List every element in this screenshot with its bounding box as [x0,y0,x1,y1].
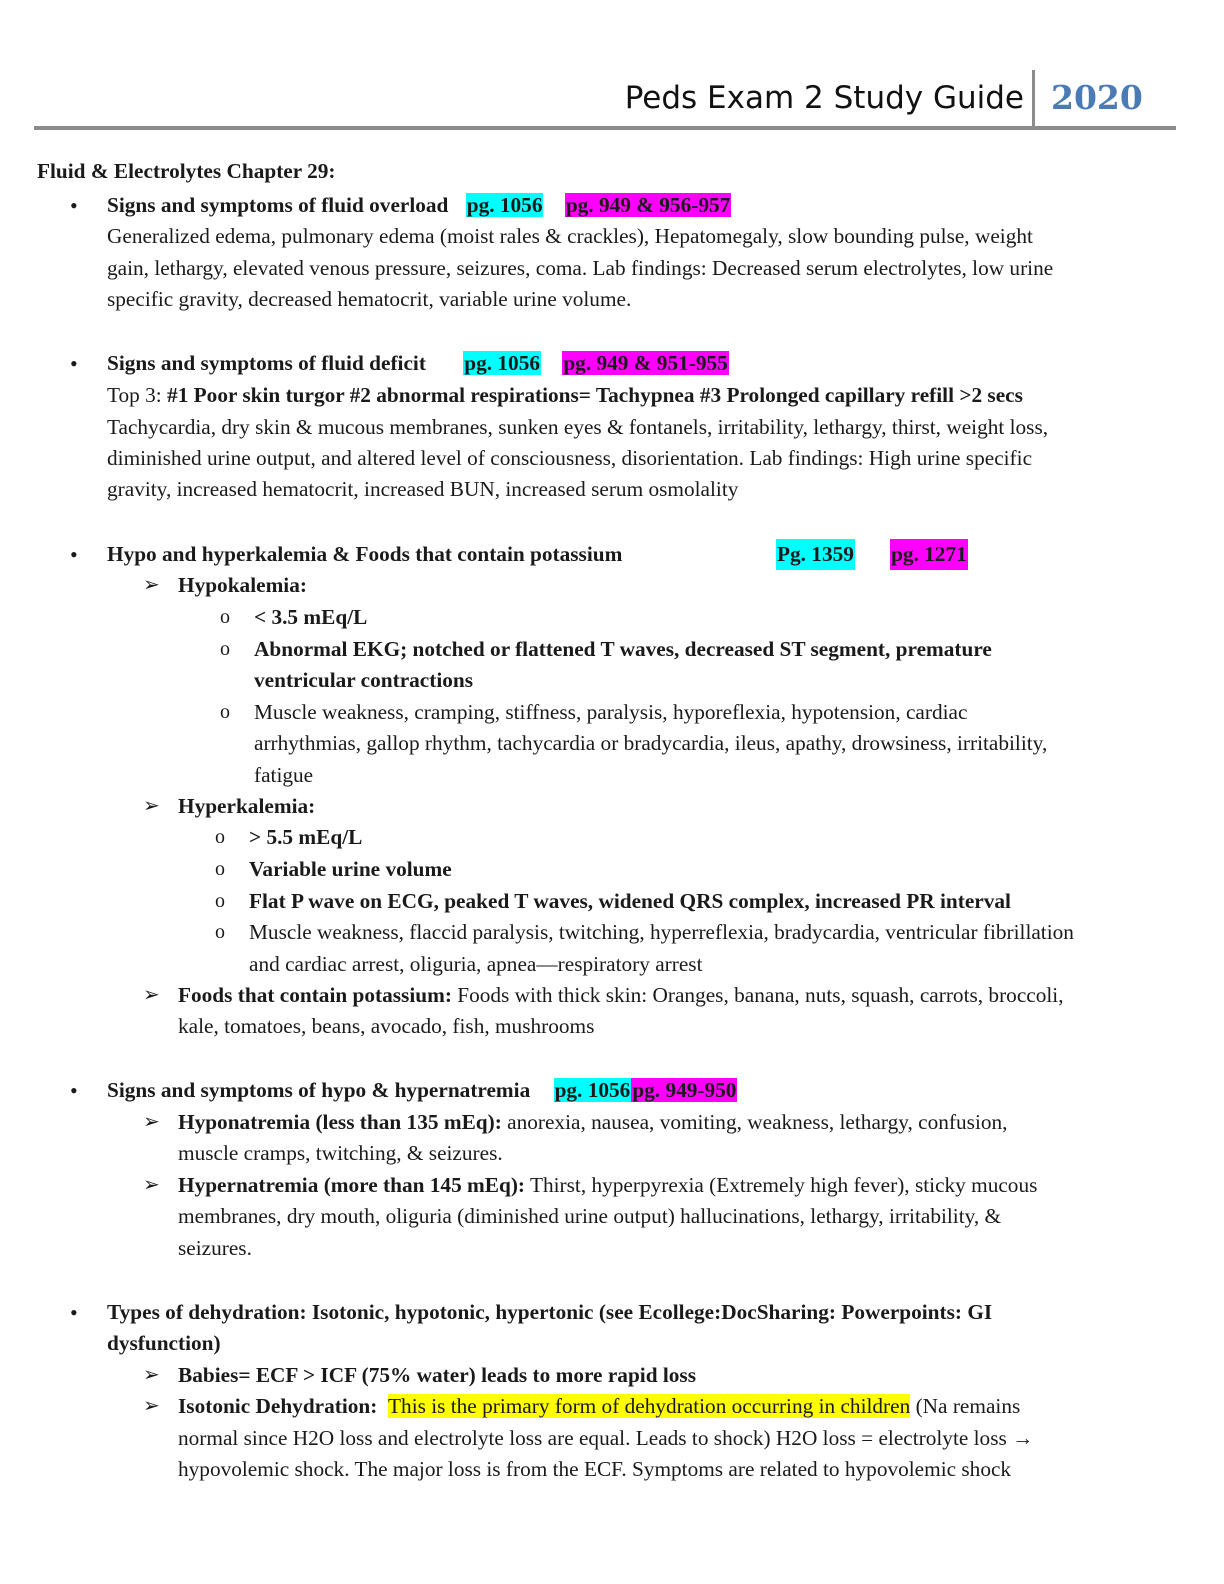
overload-line-3: specific gravity, decreased hematocrit, variable urine volume. [107,287,632,311]
highlighted-text: This is the primary form of dehydration occurring in children [388,1394,911,1418]
hypokalemia-symptoms-3: fatigue [254,763,314,787]
babies-note: Babies= ECF > ICF (75% water) leads to more rapid loss [178,1363,697,1387]
deficit-line-1: Tachycardia, dry skin & mucous membranes, sunken eyes & fontanels, irritability, lethargy, thirst, weight loss, [107,415,1049,439]
arrow-bullet-icon: ➢ [143,574,160,596]
hypokalemia-item-cont: ventricular contractions [254,668,474,692]
section-heading-deficit: Signs and symptoms of fluid deficit pg. 1056 pg. 949 & 951-955 [107,351,728,375]
page-header [34,68,1176,130]
circle-bullet-icon: o [215,921,225,943]
circle-bullet-icon: o [215,858,225,880]
section-heading-overload: Signs and symptoms of fluid overload pg. 1056 pg. 949 & 956-957 [107,193,731,217]
header-divider [1032,70,1035,126]
potassium-foods: Foods that contain potassium: Foods with thick skin: Oranges, banana, nuts, squash, carrots, broccoli, [178,983,1064,1007]
isotonic-dehydration-cont: normal since H2O loss and electrolyte loss are equal. Leads to shock) H2O loss = electrolyte loss → [178,1426,1034,1450]
bullet-icon: • [70,1078,78,1103]
section-heading-dehydration: Types of dehydration: Isotonic, hypotonic, hypertonic (see Ecollege:DocSharing: Powerpoints: GI [107,1300,993,1324]
hypokalemia-item: Abnormal EKG; notched or flattened T waves, decreased ST segment, premature [254,637,992,661]
header-year: 2020 [1051,78,1143,117]
page-ref-magenta: pg. 949 & 956-957 [565,193,731,217]
hyponatremia-cont: muscle cramps, twitching, & seizures. [178,1141,503,1165]
hyperkalemia-symptoms-1: Muscle weakness, flaccid paralysis, twitching, hyperreflexia, bradycardia, ventricular fibrillation [249,920,1074,944]
arrow-bullet-icon: ➢ [143,1395,160,1417]
page-ref-cyan: pg. 1056 [554,1078,631,1102]
bullet-icon: • [70,193,78,218]
circle-bullet-icon: o [220,701,230,723]
isotonic-dehydration: Isotonic Dehydration: This is the primary form of dehydration occurring in children (Na remains [178,1394,1021,1418]
hypernatremia-cont: membranes, dry mouth, oliguria (diminished urine output) hallucinations, lethargy, irritability, & [178,1204,1002,1228]
hyperkalemia-symptoms-2: and cardiac arrest, oliguria, apnea—respiratory arrest [249,952,703,976]
deficit-line-3: gravity, increased hematocrit, increased BUN, increased serum osmolality [107,477,739,501]
chapter-title: Fluid & Electrolytes Chapter 29: [37,159,336,183]
page-ref-magenta: pg. 949-950 [632,1078,737,1102]
deficit-line-2: diminished urine output, and altered level of consciousness, disorientation. Lab findings: High urine specific [107,446,1033,470]
hyperkalemia-item: Flat P wave on ECG, peaked T waves, widened QRS complex, increased PR interval [249,889,1011,913]
hypokalemia-label: Hypokalemia: [178,573,307,597]
hypokalemia-symptoms-2: arrhythmias, gallop rhythm, tachycardia or bradycardia, ileus, apathy, drowsiness, irritability, [254,731,1048,755]
page-ref-cyan: pg. 1056 [464,351,540,375]
arrow-bullet-icon: ➢ [143,1174,160,1196]
page-ref-magenta: pg. 1271 [890,539,968,570]
hypernatremia-cont: seizures. [178,1236,252,1260]
potassium-foods-cont: kale, tomatoes, beans, avocado, fish, mushrooms [178,1014,595,1038]
hyperkalemia-label: Hyperkalemia: [178,794,316,818]
hypokalemia-symptoms-1: Muscle weakness, cramping, stiffness, paralysis, hyporeflexia, hypotension, cardiac [254,700,968,724]
deficit-top3: Top 3: #1 Poor skin turgor #2 abnormal respirations= Tachypnea #3 Prolonged capillary refill >2 secs [107,383,1023,407]
section-heading-natremia: Signs and symptoms of hypo & hypernatremia pg. 1056pg. 949-950 [107,1078,737,1102]
hyperkalemia-item: Variable urine volume [249,857,452,881]
section-heading-kalemia: Hypo and hyperkalemia & Foods that contain potassium [107,542,623,566]
hyperkalemia-item: > 5.5 mEq/L [249,825,363,849]
bullet-icon: • [70,542,78,567]
hyponatremia: Hyponatremia (less than 135 mEq): anorexia, nausea, vomiting, weakness, lethargy, confusion, [178,1110,1008,1134]
bullet-icon: • [70,1300,78,1325]
circle-bullet-icon: o [220,638,230,660]
isotonic-dehydration-cont: hypovolemic shock. The major loss is from the ECF. Symptoms are related to hypovolemic shock [178,1457,1012,1481]
section-heading-dehydration-cont: dysfunction) [107,1331,221,1355]
arrow-bullet-icon: ➢ [143,984,160,1006]
page-ref-cyan: pg. 1056 [466,193,543,217]
arrow-bullet-icon: ➢ [143,1111,160,1133]
circle-bullet-icon: o [215,826,225,848]
hypernatremia: Hypernatremia (more than 145 mEq): Thirst, hyperpyrexia (Extremely high fever), sticky mucous [178,1173,1038,1197]
page-ref-cyan: Pg. 1359 [776,539,855,570]
page-ref-magenta: pg. 949 & 951-955 [563,351,728,375]
header-title: Peds Exam 2 Study Guide [624,80,1024,116]
hypokalemia-item: < 3.5 mEq/L [254,605,368,629]
circle-bullet-icon: o [220,606,230,628]
arrow-bullet-icon: ➢ [143,795,160,817]
arrow-bullet-icon: ➢ [143,1364,160,1386]
overload-line-2: gain, lethargy, elevated venous pressure, seizures, coma. Lab findings: Decreased serum electrolytes, low urine [107,256,1054,280]
bullet-icon: • [70,351,78,376]
circle-bullet-icon: o [215,890,225,912]
overload-line-1: Generalized edema, pulmonary edema (moist rales & crackles), Hepatomegaly, slow bounding pulse, weight [107,224,1033,248]
